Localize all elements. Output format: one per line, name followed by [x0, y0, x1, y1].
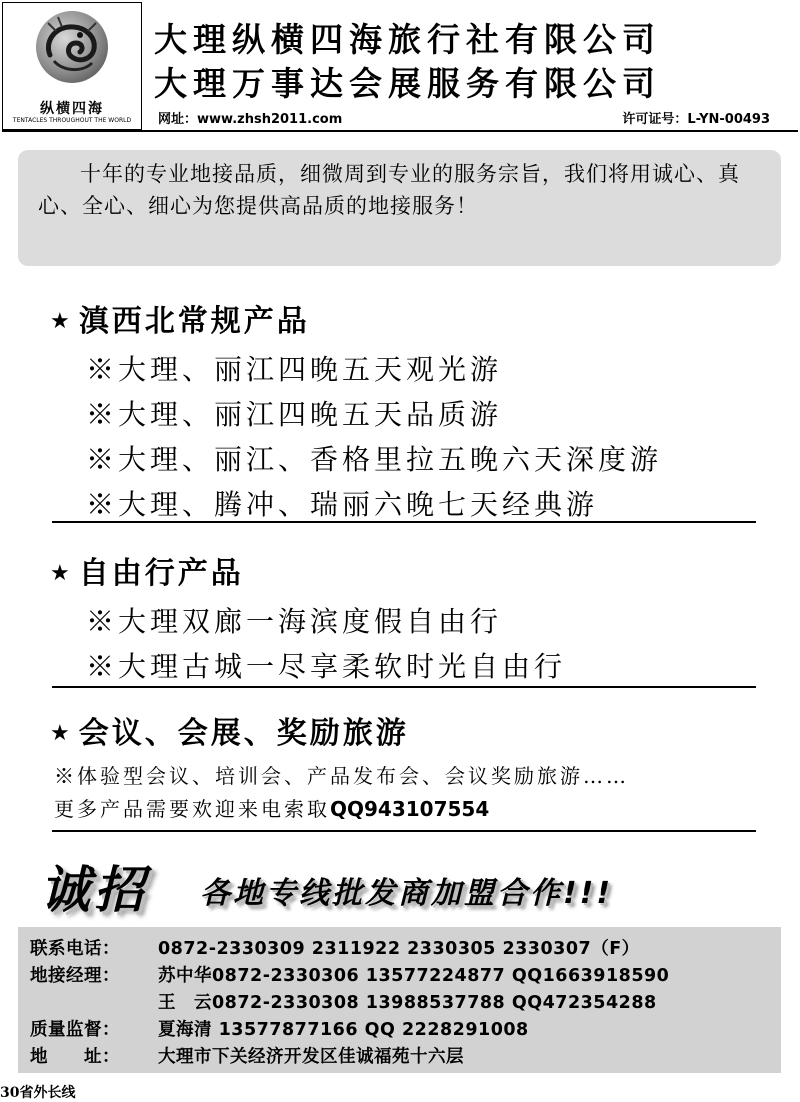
contact-quality-row [30, 1016, 529, 1041]
qq-number: QQ943107554 [330, 797, 490, 821]
product-item: ※大理、腾冲、瑞丽六晚七天经典游 [86, 488, 599, 521]
website: 网址：www.zhsh2011.com [158, 112, 343, 127]
address-label: 地 址： [30, 1047, 120, 1067]
mice-description: ※体验型会议、培训会、产品发布会、会议奖励旅游…… [54, 764, 629, 788]
section-title-mice [50, 708, 409, 752]
contact-phone-row [30, 935, 640, 960]
phone-label: 联系电话： [30, 939, 120, 959]
phone-value: 0872-2330309 2311922 2330305 2330307（F） [158, 939, 640, 959]
more-products-note [54, 793, 489, 822]
contact-manager-row-2 [30, 989, 657, 1014]
star-icon: ★ [50, 721, 73, 746]
product-item: ※大理古城一尽享柔软时光自由行 [86, 650, 567, 683]
page-footer: 30省外长线 [0, 1085, 76, 1101]
manager-value: 王 云0872-2330308 13988537788 QQ472354288 [158, 993, 657, 1013]
company-name-1: 大理纵横四海旅行社有限公司 [154, 20, 661, 59]
section-title-text: 会议、会展、奖励旅游 [78, 716, 409, 751]
header-divider [2, 130, 798, 132]
star-icon: ★ [50, 309, 73, 334]
logo-subtext: TENTACLES THROUGHOUT THE WORLD [12, 117, 132, 124]
product-item: ※大理、丽江、香格里拉五晚六天深度游 [86, 443, 663, 476]
section-title-free-travel [50, 548, 244, 592]
contact-address-row [30, 1043, 464, 1068]
section-title-text: 滇西北常规产品 [78, 304, 310, 339]
logo [2, 2, 142, 130]
section-title-text: 自由行产品 [78, 556, 244, 591]
intro-box [18, 150, 781, 266]
star-icon: ★ [50, 561, 73, 586]
product-item: ※大理、丽江四晚五天品质游 [86, 398, 503, 431]
contact-manager-row [30, 962, 669, 987]
dragon-logo-icon [36, 11, 108, 83]
address-value: 大理市下关经济开发区佳诚福苑十六层 [158, 1047, 464, 1067]
intro-text: 十年的专业地接品质，细微周到专业的服务宗旨，我们将用诚心、真心、全心、细心为您提供高品质的地接服务！ [38, 162, 740, 218]
license-number: 许可证号：L-YN-00493 [622, 112, 770, 127]
quality-value: 夏海清 13577877166 QQ 2228291008 [158, 1020, 529, 1040]
section-title-regular-products [50, 296, 310, 340]
recruit-heading: 诚招 [40, 861, 148, 919]
product-item: ※大理、丽江四晚五天观光游 [86, 353, 503, 386]
company-name-2: 大理万事达会展服务有限公司 [154, 64, 661, 103]
section-divider [52, 521, 756, 523]
section-divider [52, 686, 756, 688]
product-item: ※大理双廊一海滨度假自由行 [86, 605, 503, 638]
quality-label: 质量监督： [30, 1020, 120, 1040]
header [2, 2, 798, 130]
manager-label: 地接经理： [30, 966, 120, 986]
section-divider [52, 830, 756, 832]
logo-text: 纵横四海 [40, 101, 104, 117]
more-products-text: 更多产品需要欢迎来电索取 [54, 797, 330, 821]
contact-box [18, 927, 781, 1073]
manager-value: 苏中华0872-2330306 13577224877 QQ1663918590 [158, 966, 670, 986]
recruit-text: 各地专线批发商加盟合作!!! [200, 876, 614, 911]
